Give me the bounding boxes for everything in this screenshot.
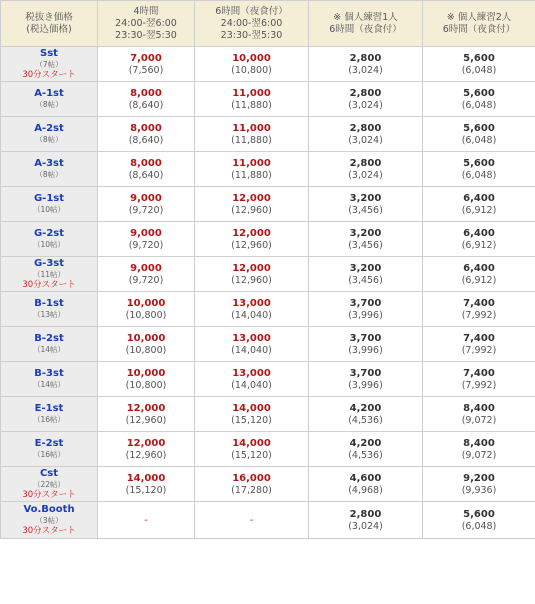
room-name: G-1st — [33, 193, 65, 204]
price-incl-tax: (10,800) — [125, 309, 167, 321]
price-incl-tax: (4,536) — [348, 449, 383, 461]
price-excl-tax: 7,400 — [463, 367, 495, 379]
price-cell — [423, 397, 535, 432]
price-incl-tax: (14,040) — [231, 344, 272, 356]
price-excl-tax: 11,000 — [232, 122, 271, 134]
price-excl-tax: 9,000 — [130, 192, 162, 204]
price-cell — [195, 152, 309, 187]
price-excl-tax: 5,600 — [463, 122, 495, 134]
price-excl-tax: 4,600 — [349, 472, 382, 484]
table-row — [1, 292, 535, 327]
table-row — [1, 397, 535, 432]
price-excl-tax: 3,700 — [349, 297, 382, 309]
price-incl-tax: (6,048) — [461, 99, 497, 111]
room-cell — [1, 152, 98, 187]
price-excl-tax: 12,000 — [232, 192, 271, 204]
price-excl-tax: 3,200 — [349, 192, 382, 204]
price-cell — [423, 362, 535, 397]
room-size: （11帖） — [32, 269, 66, 279]
price-incl-tax: (14,040) — [231, 379, 272, 391]
price-incl-tax: (3,024) — [348, 520, 383, 532]
price-excl-tax: 8,000 — [130, 87, 162, 99]
price-cell — [98, 187, 195, 222]
price-excl-tax: 14,000 — [232, 402, 271, 414]
price-excl-tax: 11,000 — [232, 157, 271, 169]
price-excl-tax: - — [144, 514, 148, 526]
price-cell — [309, 257, 423, 292]
price-excl-tax: 14,000 — [232, 437, 271, 449]
price-incl-tax: (15,120) — [125, 484, 167, 496]
price-cell — [195, 222, 309, 257]
table-row — [1, 327, 535, 362]
room-size: （8帖） — [35, 135, 63, 144]
price-incl-tax: (3,996) — [348, 379, 383, 391]
price-excl-tax: 11,000 — [232, 87, 271, 99]
room-size: （8帖） — [35, 170, 63, 179]
price-cell — [195, 292, 309, 327]
header-line: 24:00-翌6:00 — [115, 17, 177, 29]
price-cell — [309, 327, 423, 362]
price-excl-tax: 3,700 — [349, 332, 382, 344]
price-excl-tax: 3,700 — [349, 367, 382, 379]
table-row — [1, 257, 535, 292]
price-incl-tax: (6,048) — [461, 169, 497, 181]
price-incl-tax: (12,960) — [125, 449, 167, 461]
price-incl-tax: (6,912) — [461, 239, 497, 251]
price-excl-tax: 3,200 — [349, 262, 382, 274]
price-excl-tax: 13,000 — [232, 332, 271, 344]
price-excl-tax: 8,000 — [130, 122, 162, 134]
price-incl-tax: (3,456) — [348, 204, 383, 216]
table-row — [1, 502, 535, 539]
price-excl-tax: 2,800 — [349, 87, 382, 99]
price-excl-tax: 10,000 — [126, 332, 166, 344]
price-excl-tax: 7,000 — [130, 52, 162, 64]
price-cell — [98, 327, 195, 362]
price-incl-tax: (3,024) — [348, 169, 383, 181]
price-incl-tax: (12,960) — [231, 239, 272, 251]
price-table-header — [1, 1, 535, 47]
price-cell — [195, 502, 309, 539]
price-cell — [309, 187, 423, 222]
price-incl-tax: (3,024) — [348, 99, 383, 111]
room-name: Vo.Booth — [23, 503, 75, 515]
price-cell — [195, 257, 309, 292]
price-excl-tax: 4,200 — [349, 402, 382, 414]
header-4-hours — [98, 1, 195, 47]
room-size: （10帖） — [32, 205, 66, 214]
room-size: （7帖） — [35, 59, 63, 69]
room-size: （3帖） — [35, 515, 63, 525]
price-cell — [309, 432, 423, 467]
start-note: 30分スタート — [22, 69, 76, 80]
header-line: 税抜き価格 — [25, 11, 73, 23]
price-excl-tax: 14,000 — [126, 472, 166, 484]
price-excl-tax: 7,400 — [463, 332, 495, 344]
room-cell — [1, 502, 98, 539]
price-cell — [195, 362, 309, 397]
price-incl-tax: (9,072) — [461, 414, 497, 426]
price-incl-tax: (12,960) — [231, 204, 272, 216]
room-size: （16帖） — [32, 415, 66, 424]
price-incl-tax: (10,800) — [231, 64, 272, 76]
price-cell — [309, 47, 423, 82]
price-excl-tax: 5,600 — [463, 157, 495, 169]
room-cell — [1, 187, 98, 222]
price-cell — [423, 257, 535, 292]
price-cell — [98, 152, 195, 187]
table-row — [1, 152, 535, 187]
price-excl-tax: 8,400 — [463, 437, 495, 449]
price-incl-tax: (6,912) — [461, 204, 497, 216]
price-cell — [423, 327, 535, 362]
price-excl-tax: 3,200 — [349, 227, 382, 239]
price-excl-tax: 8,400 — [463, 402, 495, 414]
price-incl-tax: (12,960) — [125, 414, 167, 426]
room-name: Cst — [39, 467, 59, 479]
price-cell — [195, 397, 309, 432]
price-incl-tax: (9,720) — [128, 274, 164, 286]
room-cell — [1, 467, 98, 502]
room-cell — [1, 292, 98, 327]
price-cell — [195, 187, 309, 222]
price-incl-tax: (12,960) — [231, 274, 272, 286]
price-excl-tax: 12,000 — [126, 437, 166, 449]
price-excl-tax: 5,600 — [463, 508, 495, 520]
price-cell — [195, 117, 309, 152]
header-line: 24:00-翌6:00 — [220, 17, 283, 29]
price-excl-tax: 5,600 — [463, 52, 495, 64]
price-incl-tax: (10,800) — [125, 344, 167, 356]
room-size: （14帖） — [32, 345, 66, 354]
start-note: 30分スタート — [22, 525, 76, 536]
room-name: A-3st — [34, 158, 64, 169]
price-incl-tax: (4,536) — [348, 414, 383, 426]
price-cell — [309, 397, 423, 432]
price-cell — [423, 117, 535, 152]
price-incl-tax: (3,024) — [348, 134, 383, 146]
price-excl-tax: 2,800 — [349, 157, 382, 169]
price-incl-tax: (6,048) — [461, 520, 497, 532]
room-name: A-1st — [34, 88, 64, 99]
room-name: B-1st — [34, 298, 64, 309]
price-excl-tax: 4,200 — [349, 437, 382, 449]
price-incl-tax: (7,992) — [461, 309, 497, 321]
price-cell — [309, 152, 423, 187]
start-note: 30分スタート — [22, 279, 76, 290]
room-name: A-2st — [34, 123, 64, 134]
price-excl-tax: 7,400 — [463, 297, 495, 309]
room-cell — [1, 327, 98, 362]
price-incl-tax: (7,560) — [128, 64, 164, 76]
price-cell — [195, 432, 309, 467]
price-incl-tax: (9,072) — [461, 449, 497, 461]
room-name: E-1st — [34, 403, 64, 414]
room-cell — [1, 82, 98, 117]
price-cell — [98, 502, 195, 539]
table-row — [1, 187, 535, 222]
price-excl-tax: 8,000 — [130, 157, 162, 169]
room-name: Sst — [40, 47, 58, 59]
price-cell — [98, 432, 195, 467]
price-cell — [423, 187, 535, 222]
price-incl-tax: (11,880) — [231, 169, 272, 181]
header-line: 6時間（夜食付） — [329, 23, 402, 35]
price-cell — [98, 292, 195, 327]
header-solo-2-person — [423, 1, 535, 47]
room-size: （8帖） — [35, 100, 63, 109]
price-excl-tax: 5,600 — [463, 87, 495, 99]
header-line: 6時間（夜食付） — [215, 5, 288, 17]
price-cell — [309, 82, 423, 117]
price-excl-tax: 12,000 — [126, 402, 166, 414]
room-cell — [1, 117, 98, 152]
price-excl-tax: 10,000 — [126, 297, 166, 309]
table-row — [1, 82, 535, 117]
price-cell — [98, 257, 195, 292]
price-incl-tax: (8,640) — [128, 99, 164, 111]
price-incl-tax: (9,720) — [128, 204, 164, 216]
price-cell — [98, 362, 195, 397]
price-incl-tax: (7,992) — [461, 344, 497, 356]
price-cell — [195, 82, 309, 117]
room-cell — [1, 397, 98, 432]
price-incl-tax: (4,968) — [348, 484, 383, 496]
table-row — [1, 467, 535, 502]
price-excl-tax: 10,000 — [232, 52, 271, 64]
price-cell — [98, 82, 195, 117]
price-incl-tax: (14,040) — [231, 309, 272, 321]
header-line: (税込価格) — [26, 23, 72, 35]
price-cell — [423, 292, 535, 327]
price-cell — [309, 117, 423, 152]
price-table-body — [1, 47, 535, 539]
price-cell — [195, 327, 309, 362]
room-name: G-2st — [33, 228, 65, 239]
price-incl-tax: (8,640) — [128, 134, 164, 146]
price-cell — [195, 47, 309, 82]
table-row — [1, 222, 535, 257]
room-size: （16帖） — [32, 450, 66, 459]
price-cell — [98, 467, 195, 502]
price-incl-tax: (3,456) — [348, 274, 383, 286]
price-cell — [309, 502, 423, 539]
room-name: G-3st — [33, 257, 65, 269]
table-row — [1, 47, 535, 82]
room-name: E-2st — [34, 438, 64, 449]
price-incl-tax: (7,992) — [461, 379, 497, 391]
price-excl-tax: 2,800 — [349, 508, 382, 520]
price-cell — [98, 117, 195, 152]
header-line: 6時間（夜食付） — [442, 23, 516, 35]
room-size: （10帖） — [32, 240, 66, 249]
price-cell — [423, 47, 535, 82]
price-cell — [423, 502, 535, 539]
room-cell — [1, 362, 98, 397]
price-excl-tax: - — [249, 514, 254, 526]
price-excl-tax: 9,000 — [130, 227, 162, 239]
price-incl-tax: (17,280) — [231, 484, 272, 496]
price-excl-tax: 16,000 — [232, 472, 271, 484]
price-excl-tax: 6,400 — [463, 262, 495, 274]
room-cell — [1, 222, 98, 257]
price-incl-tax: (3,996) — [348, 344, 383, 356]
room-size: （22帖） — [32, 479, 66, 489]
price-excl-tax: 6,400 — [463, 227, 495, 239]
price-excl-tax: 2,800 — [349, 52, 382, 64]
price-excl-tax: 13,000 — [232, 367, 271, 379]
price-incl-tax: (3,024) — [348, 64, 383, 76]
price-incl-tax: (6,048) — [461, 64, 497, 76]
price-cell — [195, 467, 309, 502]
header-line: ※ 個人練習2人 — [446, 11, 512, 23]
price-cell — [98, 47, 195, 82]
price-incl-tax: (11,880) — [231, 134, 272, 146]
price-incl-tax: (8,640) — [128, 169, 164, 181]
price-excl-tax: 10,000 — [126, 367, 166, 379]
room-size: （14帖） — [32, 380, 66, 389]
room-cell — [1, 47, 98, 82]
price-incl-tax: (9,936) — [461, 484, 497, 496]
price-cell — [423, 152, 535, 187]
price-excl-tax: 12,000 — [232, 227, 271, 239]
price-incl-tax: (15,120) — [231, 414, 272, 426]
price-incl-tax: (6,912) — [461, 274, 497, 286]
room-cell — [1, 257, 98, 292]
header-line: 23:30-翌5:30 — [115, 29, 177, 41]
header-line: ※ 個人練習1人 — [333, 11, 398, 23]
price-excl-tax: 9,000 — [130, 262, 162, 274]
price-incl-tax: (9,720) — [128, 239, 164, 251]
table-row — [1, 117, 535, 152]
table-row — [1, 362, 535, 397]
header-solo-1-person — [309, 1, 423, 47]
price-cell — [423, 432, 535, 467]
room-name: B-2st — [34, 333, 64, 344]
price-excl-tax: 2,800 — [349, 122, 382, 134]
header-6-hours — [195, 1, 309, 47]
room-size: （13帖） — [32, 310, 66, 319]
table-row — [1, 432, 535, 467]
room-cell — [1, 432, 98, 467]
price-incl-tax: (15,120) — [231, 449, 272, 461]
price-incl-tax: (6,048) — [461, 134, 497, 146]
price-cell — [309, 467, 423, 502]
price-incl-tax: (3,456) — [348, 239, 383, 251]
header-price-type — [1, 1, 98, 47]
price-incl-tax: (3,996) — [348, 309, 383, 321]
price-excl-tax: 9,200 — [463, 472, 495, 484]
header-line: 4時間 — [133, 5, 159, 17]
price-excl-tax: 12,000 — [232, 262, 271, 274]
price-cell — [309, 292, 423, 327]
price-excl-tax: 13,000 — [232, 297, 271, 309]
price-cell — [98, 397, 195, 432]
price-incl-tax: (11,880) — [231, 99, 272, 111]
header-row — [1, 1, 535, 47]
price-incl-tax: (10,800) — [125, 379, 167, 391]
header-line: 23:30-翌5:30 — [220, 29, 283, 41]
room-name: B-3st — [34, 368, 64, 379]
price-cell — [98, 222, 195, 257]
price-cell — [309, 362, 423, 397]
start-note: 30分スタート — [22, 489, 76, 500]
price-cell — [423, 82, 535, 117]
price-cell — [423, 467, 535, 502]
price-cell — [309, 222, 423, 257]
price-excl-tax: 6,400 — [463, 192, 495, 204]
price-cell — [423, 222, 535, 257]
